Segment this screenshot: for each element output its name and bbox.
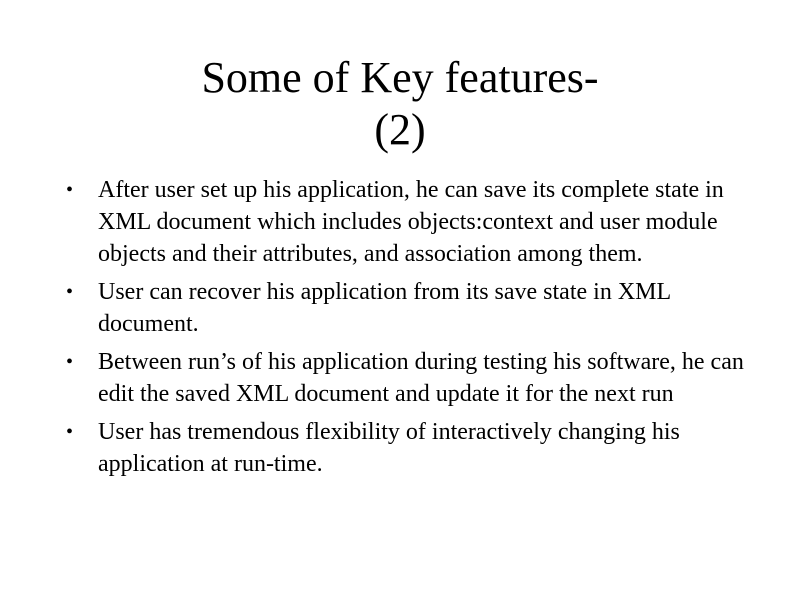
bullet-item-1 — [66, 174, 756, 270]
slide-title — [100, 52, 700, 156]
bullet-text-4: User has tremendous flexibility of interactively changing his application at run-time. — [98, 419, 680, 477]
bullet-text-2: User can recover his application from its save state in XML document. — [98, 279, 671, 337]
bullet-list — [66, 174, 756, 486]
bullet-icon: • — [66, 179, 74, 201]
bullet-item-2 — [66, 276, 756, 340]
bullet-icon: • — [66, 421, 74, 443]
bullet-icon: • — [66, 351, 74, 373]
slide-title-line-1: Some of Key features- — [201, 53, 599, 102]
bullet-item-4 — [66, 416, 756, 480]
bullet-item-3 — [66, 346, 756, 410]
slide-title-line-2: (2) — [374, 105, 426, 154]
bullet-text-1: After user set up his application, he can save its complete state in XML document which includes objects:context and user module objects and their attributes, and association among them. — [98, 177, 724, 267]
bullet-text-3: Between run’s of his application during testing his software, he can edit the saved XML document and update it for the next run — [98, 349, 744, 407]
bullet-icon: • — [66, 281, 74, 303]
